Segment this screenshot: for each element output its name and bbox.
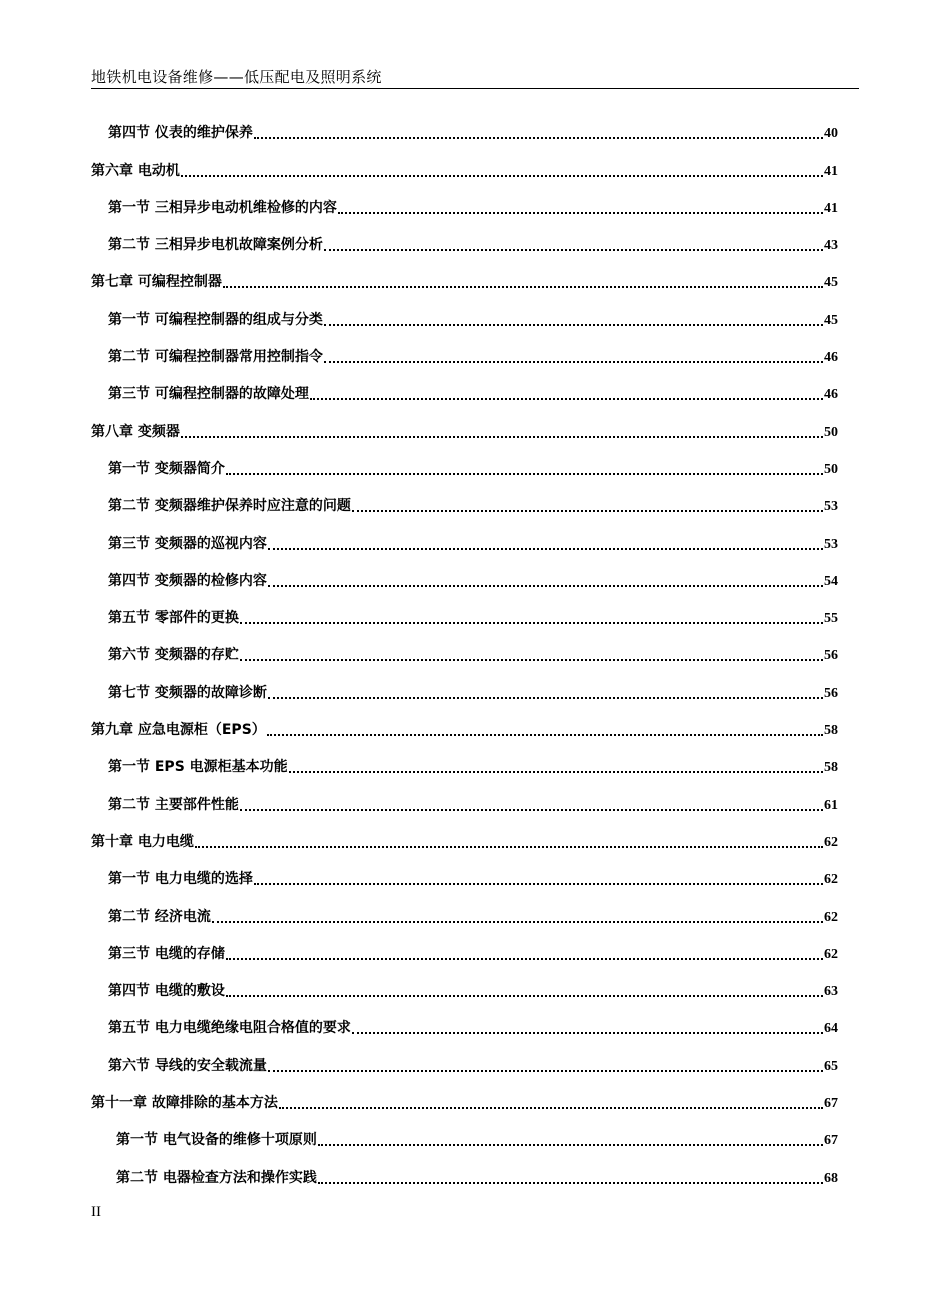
toc-section-entry[interactable] bbox=[91, 490, 838, 527]
toc-entry-title: 第一节 电力电缆的选择 bbox=[108, 871, 253, 888]
toc-section-entry[interactable] bbox=[91, 192, 838, 229]
toc-entry-page: 41 bbox=[824, 200, 838, 216]
toc-entry-page: 64 bbox=[824, 1021, 838, 1037]
toc-dot-leader bbox=[240, 622, 823, 624]
toc-dot-leader bbox=[318, 1144, 823, 1146]
toc-section-entry[interactable] bbox=[91, 229, 838, 266]
toc-entry-page: 45 bbox=[824, 312, 838, 328]
toc-dot-leader bbox=[240, 809, 823, 811]
toc-entry-page: 63 bbox=[824, 984, 838, 1000]
toc-dot-leader bbox=[254, 883, 823, 885]
toc-dot-leader bbox=[254, 137, 823, 139]
toc-dot-leader bbox=[324, 249, 823, 251]
toc-dot-leader bbox=[338, 212, 823, 214]
toc-entry-page: 62 bbox=[824, 909, 838, 925]
toc-section-entry[interactable] bbox=[91, 1124, 838, 1161]
toc-section-entry[interactable] bbox=[91, 117, 838, 154]
toc-section-entry[interactable] bbox=[91, 788, 838, 825]
toc-entry-title: 第一节 电气设备的维修十项原则 bbox=[116, 1132, 317, 1149]
toc-section-entry[interactable] bbox=[91, 676, 838, 713]
toc-entry-page: 58 bbox=[824, 760, 838, 776]
toc-entry-page: 54 bbox=[824, 573, 838, 589]
toc-section-entry[interactable] bbox=[91, 1161, 838, 1198]
toc-dot-leader bbox=[268, 585, 823, 587]
toc-entry-title: 第二节 电器检查方法和操作实践 bbox=[116, 1169, 317, 1186]
toc-section-entry[interactable] bbox=[91, 938, 838, 975]
toc-entry-title: 第三节 可编程控制器的故障处理 bbox=[108, 386, 309, 403]
toc-chapter-entry[interactable] bbox=[91, 714, 838, 751]
toc-entry-title: 第一节 三相异步电动机维检修的内容 bbox=[108, 199, 337, 216]
toc-entry-title: 第六节 变频器的存贮 bbox=[108, 647, 239, 664]
toc-entry-title: 第六节 导线的安全载流量 bbox=[108, 1057, 267, 1074]
toc-dot-leader bbox=[226, 958, 823, 960]
toc-dot-leader bbox=[267, 734, 823, 736]
toc-section-entry[interactable] bbox=[91, 1049, 838, 1086]
toc-dot-leader bbox=[352, 1032, 823, 1034]
toc-entry-page: 65 bbox=[824, 1058, 838, 1074]
toc-entry-title: 第四节 电缆的敷设 bbox=[108, 983, 225, 1000]
toc-entry-title: 第十章 电力电缆 bbox=[91, 833, 194, 850]
toc-section-entry[interactable] bbox=[91, 341, 838, 378]
table-of-contents bbox=[91, 117, 838, 1199]
toc-entry-page: 62 bbox=[824, 946, 838, 962]
toc-entry-page: 46 bbox=[824, 387, 838, 403]
toc-dot-leader bbox=[226, 473, 823, 475]
toc-entry-title: 第五节 零部件的更换 bbox=[108, 610, 239, 627]
toc-entry-page: 67 bbox=[824, 1133, 838, 1149]
toc-dot-leader bbox=[324, 324, 823, 326]
toc-section-entry[interactable] bbox=[91, 751, 838, 788]
toc-entry-title: 第八章 变频器 bbox=[91, 423, 180, 440]
toc-entry-page: 43 bbox=[824, 238, 838, 254]
toc-chapter-entry[interactable] bbox=[91, 826, 838, 863]
toc-entry-page: 46 bbox=[824, 350, 838, 366]
toc-entry-page: 58 bbox=[824, 723, 838, 739]
toc-entry-title: 第一节 可编程控制器的组成与分类 bbox=[108, 311, 323, 328]
toc-chapter-entry[interactable] bbox=[91, 415, 838, 452]
toc-entry-page: 40 bbox=[824, 126, 838, 142]
toc-entry-page: 45 bbox=[824, 275, 838, 291]
toc-dot-leader bbox=[181, 175, 823, 177]
toc-dot-leader bbox=[240, 659, 823, 661]
toc-entry-page: 50 bbox=[824, 424, 838, 440]
toc-dot-leader bbox=[318, 1182, 823, 1184]
toc-entry-title: 第四节 变频器的检修内容 bbox=[108, 572, 267, 589]
toc-dot-leader bbox=[268, 548, 823, 550]
toc-entry-title: 第九章 应急电源柜（EPS） bbox=[91, 722, 266, 739]
toc-dot-leader bbox=[324, 361, 823, 363]
toc-entry-page: 55 bbox=[824, 611, 838, 627]
toc-dot-leader bbox=[268, 697, 823, 699]
toc-dot-leader bbox=[310, 398, 823, 400]
toc-entry-title: 第二节 三相异步电机故障案例分析 bbox=[108, 237, 323, 254]
toc-section-entry[interactable] bbox=[91, 602, 838, 639]
toc-entry-title: 第二节 主要部件性能 bbox=[108, 796, 239, 813]
toc-entry-title: 第二节 可编程控制器常用控制指令 bbox=[108, 349, 323, 366]
toc-section-entry[interactable] bbox=[91, 378, 838, 415]
toc-dot-leader bbox=[279, 1107, 823, 1109]
toc-entry-page: 56 bbox=[824, 685, 838, 701]
toc-entry-page: 53 bbox=[824, 499, 838, 515]
toc-section-entry[interactable] bbox=[91, 900, 838, 937]
toc-entry-title: 第一节 EPS 电源柜基本功能 bbox=[108, 759, 288, 776]
toc-entry-title: 第十一章 故障排除的基本方法 bbox=[91, 1095, 278, 1112]
toc-entry-title: 第二节 变频器维护保养时应注意的问题 bbox=[108, 498, 351, 515]
toc-entry-page: 50 bbox=[824, 461, 838, 477]
toc-entry-title: 第七节 变频器的故障诊断 bbox=[108, 684, 267, 701]
toc-section-entry[interactable] bbox=[91, 639, 838, 676]
toc-entry-page: 62 bbox=[824, 872, 838, 888]
toc-section-entry[interactable] bbox=[91, 863, 838, 900]
toc-section-entry[interactable] bbox=[91, 1012, 838, 1049]
toc-entry-page: 56 bbox=[824, 648, 838, 664]
toc-entry-title: 第四节 仪表的维护保养 bbox=[108, 125, 253, 142]
toc-entry-page: 53 bbox=[824, 536, 838, 552]
toc-section-entry[interactable] bbox=[91, 565, 838, 602]
toc-entry-title: 第七章 可编程控制器 bbox=[91, 274, 222, 291]
toc-chapter-entry[interactable] bbox=[91, 154, 838, 191]
toc-dot-leader bbox=[181, 436, 823, 438]
toc-dot-leader bbox=[268, 1070, 823, 1072]
toc-entry-page: 61 bbox=[824, 797, 838, 813]
toc-section-entry[interactable] bbox=[91, 975, 838, 1012]
toc-chapter-entry[interactable] bbox=[91, 1087, 838, 1124]
toc-entry-title: 第一节 变频器简介 bbox=[108, 460, 225, 477]
toc-section-entry[interactable] bbox=[91, 453, 838, 490]
toc-dot-leader bbox=[195, 846, 823, 848]
toc-entry-title: 第二节 经济电流 bbox=[108, 908, 211, 925]
header-title: 地铁机电设备维修——低压配电及照明系统 bbox=[91, 68, 382, 86]
toc-chapter-entry[interactable] bbox=[91, 266, 838, 303]
toc-entry-page: 68 bbox=[824, 1170, 838, 1186]
toc-entry-page: 67 bbox=[824, 1096, 838, 1112]
toc-dot-leader bbox=[212, 921, 823, 923]
page-number: II bbox=[91, 1204, 101, 1220]
toc-dot-leader bbox=[352, 510, 823, 512]
toc-entry-page: 41 bbox=[824, 163, 838, 179]
toc-dot-leader bbox=[226, 995, 823, 997]
toc-entry-title: 第三节 电缆的存储 bbox=[108, 945, 225, 962]
running-header bbox=[91, 64, 859, 89]
toc-entry-title: 第六章 电动机 bbox=[91, 162, 180, 179]
toc-entry-title: 第三节 变频器的巡视内容 bbox=[108, 535, 267, 552]
toc-section-entry[interactable] bbox=[91, 527, 838, 564]
toc-dot-leader bbox=[289, 771, 823, 773]
toc-section-entry[interactable] bbox=[91, 303, 838, 340]
toc-dot-leader bbox=[223, 286, 823, 288]
toc-entry-page: 62 bbox=[824, 834, 838, 850]
toc-entry-title: 第五节 电力电缆绝缘电阻合格值的要求 bbox=[108, 1020, 351, 1037]
